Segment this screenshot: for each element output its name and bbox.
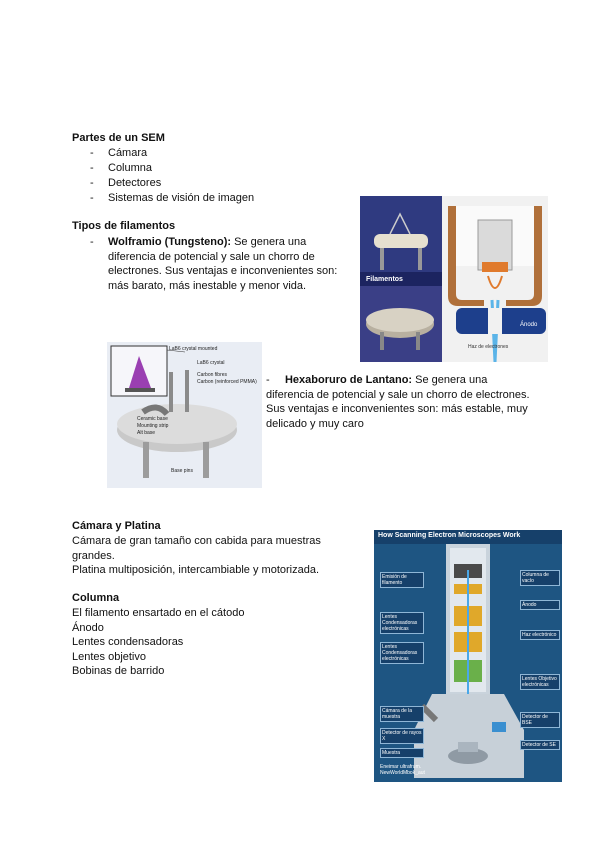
hexaboruro-text: Se genera una diferencia de potencial y sale un chorro de electrones. Sus ventajas e inconvenientes son: más estable, muy delicado y muy caro	[266, 374, 530, 430]
columna-line: Lentes condensadoras	[72, 636, 184, 648]
camara-line: Cámara de gran tamaño con cabida para muestras	[72, 535, 321, 547]
sem-right-label: Detector de SE	[520, 740, 560, 750]
lab6-figure	[107, 342, 262, 488]
sem-banner: How Scanning Electron Microscopes Work	[378, 532, 521, 539]
wolframio-item	[90, 235, 344, 293]
filamentos-figure	[360, 196, 548, 362]
sem-left-label: Cámara de la muestra	[380, 706, 424, 722]
sem-right-label: Lentes Objetivo electrónicas	[520, 674, 560, 690]
sem-credit: Eneimar ultrafrum. NewWorldMbok_aut	[380, 764, 425, 776]
sem-right-label: Haz electrónico	[520, 630, 560, 640]
sem-left-label: Lentes Condensadoras electrónicas	[380, 612, 424, 634]
sem-left-label: Lentes Condensadoras electrónicas	[380, 642, 424, 664]
columna-text	[72, 606, 332, 679]
lab6-label: Mounting strip	[137, 423, 169, 429]
sem-left-label: Emisión de filamento	[380, 572, 424, 588]
heading-columna: Columna	[72, 592, 120, 604]
label-filamentos: Filamentos	[366, 276, 403, 283]
lab6-label: LaB6 crystal	[197, 360, 225, 366]
lab6-label: Ceramic base	[137, 416, 168, 422]
hexaboruro-term: Hexaboruro de Lantano:	[284, 374, 413, 386]
sem-right-label: Ánodo	[520, 600, 560, 610]
camara-text	[72, 534, 362, 578]
heading-partes: Partes de un SEM	[72, 132, 165, 144]
lab6-label: Alt base	[137, 430, 156, 436]
camara-line: grandes.	[72, 549, 115, 562]
list-dash: -	[90, 236, 94, 248]
label-haz: Haz de electrones	[468, 344, 509, 350]
sem-left-label: Detector de rayos X	[380, 728, 424, 744]
columna-line: El filamento ensartado en el cátodo	[72, 607, 245, 619]
wolframio-text: Se genera una diferencia de potencial y sale un chorro de electrones. Sus ventajas e inconvenientes son: más barato, más inestable y menor vida.	[108, 236, 338, 292]
list-item: - Sistemas de visión de imagen	[90, 192, 255, 204]
hexaboruro-item	[266, 373, 532, 431]
sem-figure	[374, 530, 562, 782]
sem-right-label: Columna de vacío	[520, 570, 560, 586]
lab6-label: LaB6 crystal mounted	[169, 346, 218, 352]
list-item: - Columna	[90, 162, 153, 174]
list-dash: -	[266, 374, 270, 386]
columna-line: Ánodo	[72, 621, 104, 634]
heading-camara: Cámara y Platina	[72, 520, 161, 532]
list-item: - Detectores	[90, 177, 162, 189]
lab6-label: Carbon fibres	[197, 372, 228, 378]
columna-line: Lentes objetivo	[72, 650, 146, 663]
wolframio-term: Wolframio (Tungsteno):	[108, 236, 232, 248]
lab6-label: Carbon (reinforced PMMA)	[197, 379, 257, 385]
sem-right-label: Detector de BSE	[520, 712, 560, 728]
list-item: - Cámara	[90, 147, 148, 159]
camara-line: Platina multiposición, intercambiable y motorizada.	[72, 564, 320, 576]
heading-tipos: Tipos de filamentos	[72, 220, 176, 232]
lab6-label: Base pins	[171, 468, 193, 474]
columna-line: Bobinas de barrido	[72, 665, 165, 677]
label-anodo: Ánodo	[520, 322, 538, 328]
sem-left-label: Muestra	[380, 748, 424, 758]
